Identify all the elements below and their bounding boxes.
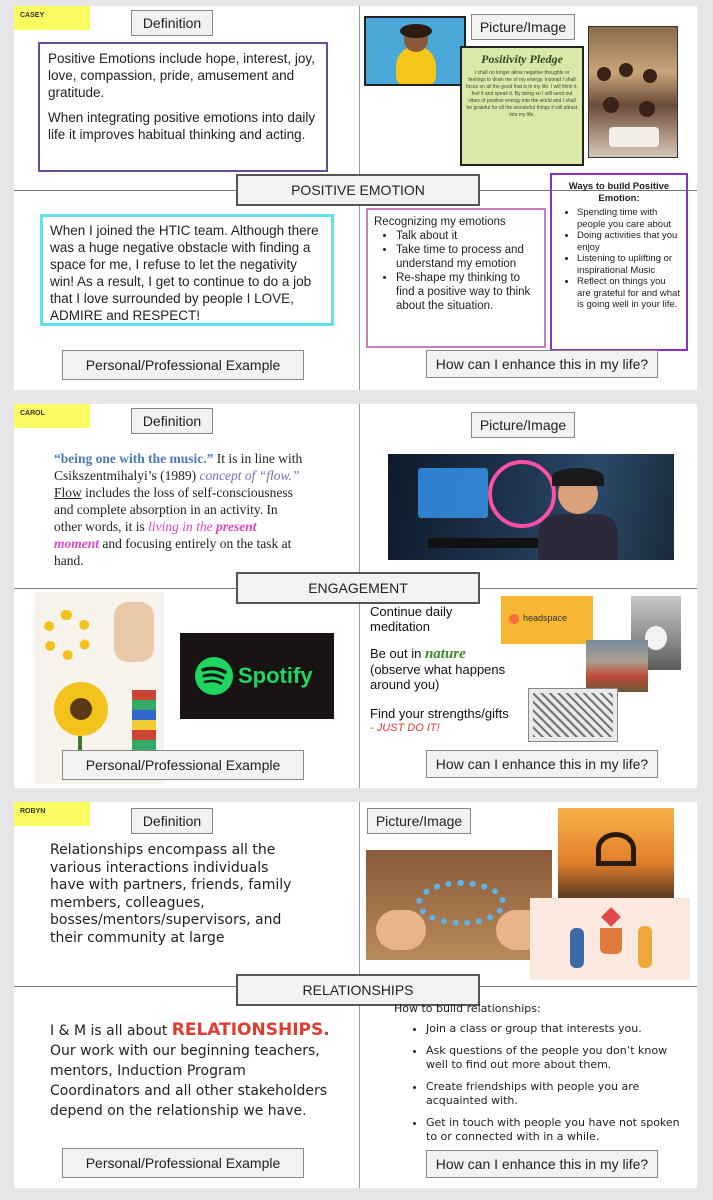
pattern-book-image [528,688,618,742]
enhance-label: How can I enhance this in my life? [426,350,658,378]
def-text: It is in line with Csikszentmihalyi’s (1989) [54,451,303,483]
spotify-icon [194,656,234,696]
recognizing-item: • Talk about it [396,229,538,243]
recognizing-title: Recognizing my emotions [374,216,506,228]
ways-item: • Doing activities that you enjoy [577,230,681,253]
headspace-wordmark: headspace [523,613,568,623]
example-text-part: I & M is all about [50,1023,172,1039]
def-quote: “being one with the music.” [54,451,214,466]
gamer-photo [388,454,674,560]
enhance-label: How can I enhance this in my life? [426,750,658,778]
recognizing-item: • Take time to process and understand my emotion [396,243,538,271]
enhance-item-observe: (observe what happens around you) [370,662,506,692]
enhance-label: How can I enhance this in my life? [426,1150,658,1178]
section-banner: ENGAGEMENT [236,572,480,604]
garden-photo [586,640,648,692]
name-tag: ROBYN [14,802,90,826]
enhance-item-strengths: Find your strengths/gifts [370,706,509,721]
positivity-pledge-image [460,46,584,166]
picture-label: Picture/Image [471,14,575,40]
headspace-logo [501,596,593,644]
pledge-title: Positivity Pledge [481,52,563,66]
example-box: When I joined the HTIC team. Although there was a huge negative obstacle with finding a space for me, I refuse to let the negativity win! As a result, I get to continue to do a job that I love surrounded by people I LOVE, ADMIRE and RESPECT! [40,214,334,326]
enhance-text: Be out in [370,646,425,661]
ways-item: • Reflect on things you are grateful for and what is going well in your life. [577,276,681,311]
example-label: Personal/Professional Example [62,750,304,780]
ways-item: • Spending time with people you care about [577,207,681,230]
howto-item: • Get in touch with people you have not spoken to or connected with in a while. [426,1116,684,1144]
ways-title: Ways to build Positive Emotion: [568,181,670,204]
name-tag: CASEY [14,6,90,30]
howto-item: • Join a class or group that interests you. [426,1022,684,1036]
enhance-item-nature [370,646,510,662]
definition-text-1: Positive Emotions include hope, interest, joy, love, compassion, pride, amusement and gratitude. [48,51,315,100]
recognizing-item: • Re-shape my thinking to find a positive way to think about the situation. [396,271,538,313]
def-living: living in the [148,519,216,534]
def-text: includes the loss of self-consciousness and complete absorption in an activity. In other words, it is [54,485,293,534]
section-banner: RELATIONSHIPS [236,974,480,1006]
headspace-dot-icon [509,614,519,624]
nature-word: nature [424,646,466,662]
slide-positive-emotion [14,6,697,390]
relationships-emphasis: RELATIONSHIPS. [171,1020,330,1040]
def-concept: concept of “flow.” [199,468,300,483]
example-text [50,1020,340,1121]
ways-list [557,207,681,311]
spotify-logo [180,633,334,719]
slide-relationships [14,802,697,1188]
definition-text-2: When integrating positive emotions into daily life it improves habitual thinking and acting. [48,110,316,142]
enhance-item-meditation: Continue daily meditation [370,604,453,634]
example-label: Personal/Professional Example [62,350,304,380]
def-text: and focusing entirely on the task at hand. [54,536,292,568]
definition-label: Definition [131,408,213,434]
definition-box [38,42,328,172]
ways-to-build-box [550,173,688,351]
example-text-part: Our work with our beginning teachers, mentors, Induction Program Coordinators and all other stakeholders depend on the relationship we have. [50,1043,328,1119]
definition-label: Definition [131,808,213,834]
pledge-text: I shall no longer allow negative thoughts or feelings to drain me of my energy. Instead I shall focus on all the good that is in my life. I will think it, feel it and speak it. By doing so I will send out vibes of positive energy into the world and I shall be grateful for all the wonderful things it will attract into my life. [466,70,578,118]
paper-people-hands-photo [366,850,552,960]
howto-title: How to build relationships: [394,1002,541,1015]
howto-list [394,1022,684,1144]
howto-item: • Create friendships with people you are acquainted with. [426,1080,684,1108]
def-present: present moment [54,519,257,551]
definition-text [54,450,304,570]
howto-item: • Ask questions of the people you don’t know well to find out more about them. [426,1044,684,1072]
definition-label: Definition [131,10,213,36]
howto-box [394,1002,684,1144]
picture-label: Picture/Image [471,412,575,438]
heart-hands-sunset-photo [558,808,674,898]
recognizing-emotions-box [366,208,546,348]
group-dinner-photo [588,26,678,158]
section-banner: POSITIVE EMOTION [236,174,480,206]
def-flow: Flow [54,485,82,500]
excited-woman-image [364,16,466,86]
recognizing-list [374,229,538,313]
ways-item: • Listening to uplifting or inspirational Music [577,253,681,276]
heart-flower-illustration [530,898,690,980]
just-do-it: - JUST DO IT! [370,722,440,734]
name-tag: CAROL [14,404,90,428]
definition-text: Relationships encompass all the various interactions individuals have with partners, friends, family members, colleagues, bosses/mentors/supervisors, and their community at large [50,842,292,946]
enhance-list [370,604,510,736]
example-label: Personal/Professional Example [62,1148,304,1178]
slide-engagement [14,404,697,788]
spotify-wordmark: Spotify [238,663,313,688]
picture-label: Picture/Image [367,808,471,834]
